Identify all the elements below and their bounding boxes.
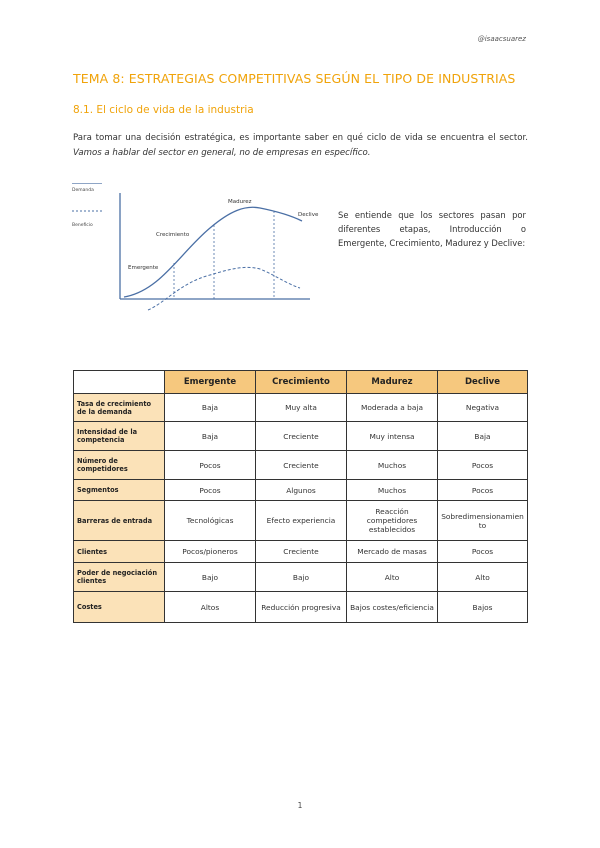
table-cell: Reacción competidores establecidos xyxy=(347,501,438,541)
table-cell: Tecnológicas xyxy=(165,501,256,541)
table-cell: Negativa xyxy=(438,394,528,422)
row-label: Segmentos xyxy=(74,480,165,501)
table-cell: Muchos xyxy=(347,480,438,501)
section-subtitle: 8.1. El ciclo de vida de la industria xyxy=(73,104,254,116)
stage-label-declive: Declive xyxy=(298,212,319,218)
table-row xyxy=(74,541,528,563)
table-cell: Alto xyxy=(347,563,438,592)
table-cell: Bajo xyxy=(165,563,256,592)
table-cell: Baja xyxy=(438,422,528,451)
table-cell: Bajos costes/eficiencia xyxy=(347,592,438,623)
intro-paragraph xyxy=(73,131,528,161)
table-cell: Pocos xyxy=(165,480,256,501)
table-cell: Pocos xyxy=(165,451,256,480)
table-cell: Pocos xyxy=(438,541,528,563)
table-cell: Algunos xyxy=(256,480,347,501)
column-header-emergente: Emergente xyxy=(165,371,256,394)
industry-stages-table xyxy=(73,370,528,623)
row-label: Barreras de entrada xyxy=(74,501,165,541)
table-header-row xyxy=(74,371,528,394)
table-cell: Pocos xyxy=(438,480,528,501)
column-header-madurez: Madurez xyxy=(347,371,438,394)
table-row xyxy=(74,480,528,501)
table-cell: Creciente xyxy=(256,541,347,563)
row-label: Clientes xyxy=(74,541,165,563)
table-cell: Baja xyxy=(165,394,256,422)
column-header-crecimiento: Crecimiento xyxy=(256,371,347,394)
table-row xyxy=(74,563,528,592)
row-label: Poder de negociación clientes xyxy=(74,563,165,592)
table-cell: Muy alta xyxy=(256,394,347,422)
table-row xyxy=(74,422,528,451)
table-row xyxy=(74,451,528,480)
stage-label-crecimiento: Crecimiento xyxy=(156,232,190,238)
table-cell: Reducción progresiva xyxy=(256,592,347,623)
intro-italic: Vamos a hablar del sector en general, no de empresas en específico. xyxy=(73,148,371,158)
table-cell: Muchos xyxy=(347,451,438,480)
table-cell: Creciente xyxy=(256,422,347,451)
table-cell: Sobredimensionamiento xyxy=(438,501,528,541)
demand-curve xyxy=(124,207,302,297)
page-number: 1 xyxy=(297,801,303,810)
table-corner-cell xyxy=(74,371,165,394)
row-label: Costes xyxy=(74,592,165,623)
row-label: Tasa de crecimiento de la demanda xyxy=(74,394,165,422)
stage-label-madurez: Madurez xyxy=(228,199,252,205)
table-cell: Pocos xyxy=(438,451,528,480)
table-cell: Baja xyxy=(165,422,256,451)
table-cell: Alto xyxy=(438,563,528,592)
table-cell: Altos xyxy=(165,592,256,623)
table-row xyxy=(74,394,528,422)
legend-demand-label: Demanda xyxy=(72,188,94,193)
table-cell: Bajos xyxy=(438,592,528,623)
table-cell: Muy intensa xyxy=(347,422,438,451)
table-cell: Efecto experiencia xyxy=(256,501,347,541)
profit-curve xyxy=(148,267,300,310)
row-label: Número de competidores xyxy=(74,451,165,480)
author-handle: @isaacsuarez xyxy=(477,35,526,43)
industry-life-cycle-figure xyxy=(70,183,330,318)
table-cell: Mercado de masas xyxy=(347,541,438,563)
column-header-declive: Declive xyxy=(438,371,528,394)
table-cell: Creciente xyxy=(256,451,347,480)
table-row xyxy=(74,592,528,623)
stage-label-emergente: Emergente xyxy=(128,265,159,271)
row-label: Intensidad de la competencia xyxy=(74,422,165,451)
stages-description: Se entiende que los sectores pasan por diferentes etapas, Introducción o Emergente, Crecimiento, Madurez y Declive: xyxy=(338,210,526,248)
table-cell: Pocos/pioneros xyxy=(165,541,256,563)
legend-profit-label: Beneficio xyxy=(72,223,93,228)
table-cell: Bajo xyxy=(256,563,347,592)
page-title: TEMA 8: ESTRATEGIAS COMPETITIVAS SEGÚN EL TIPO DE INDUSTRIAS xyxy=(73,71,516,86)
intro-text: Para tomar una decisión estratégica, es importante saber en qué ciclo de vida se encuentra el sector. xyxy=(73,133,528,143)
table-cell: Moderada a baja xyxy=(347,394,438,422)
table-row xyxy=(74,501,528,541)
